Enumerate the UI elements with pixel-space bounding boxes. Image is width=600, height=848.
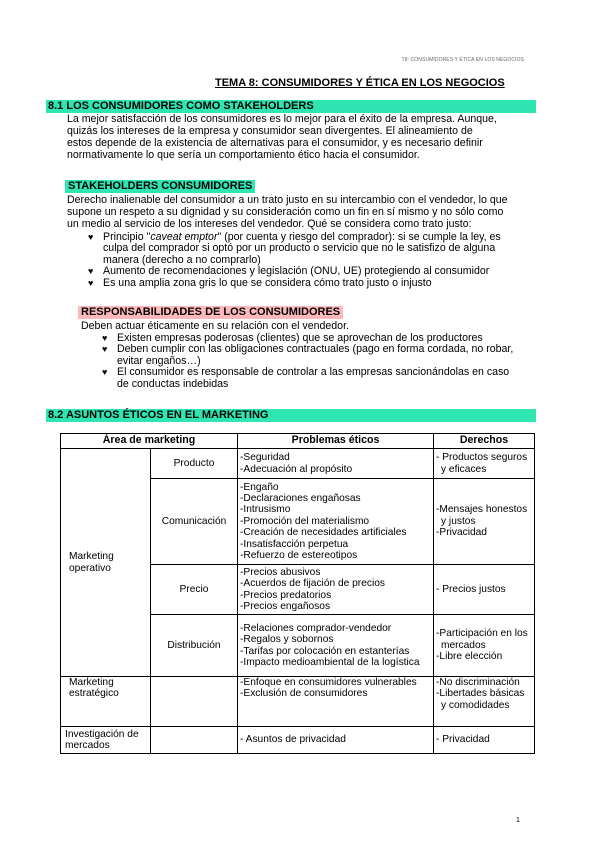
paragraph-line: normativamente lo que sería un comportamiento ético hacia el consumidor. <box>67 149 420 161</box>
column-header-area: Área de marketing <box>61 434 238 449</box>
table-row <box>61 449 535 479</box>
subarea-empty-cell <box>151 677 238 727</box>
heart-bullet-icon: ♥ <box>88 266 94 277</box>
list-item: -Declaraciones engañosas <box>240 492 361 504</box>
subarea-producto: Producto <box>151 449 238 479</box>
problems-cell <box>238 677 434 727</box>
list-item: -Libre elección <box>436 651 503 663</box>
area-marketing-operativo: Marketing operativo <box>61 449 151 677</box>
section-heading-8-2 <box>46 409 536 422</box>
rights-cell <box>434 479 535 565</box>
responsabilidades-intro: Deben actuar éticamente en su relación con el vendedor. <box>81 320 349 332</box>
list-item: -Regalos y sobornos <box>240 634 334 646</box>
stakeholders-paragraph <box>67 194 537 230</box>
section-8-1-paragraph <box>67 113 537 161</box>
list-item: -Impacto medioambiental de la logística <box>240 656 420 668</box>
list-item: - Precios justos <box>436 583 506 595</box>
rights-cell <box>434 677 535 727</box>
list-item: -Seguridad <box>240 452 290 464</box>
list-item: ♥ Existen empresas poderosas (clientes) que se aprovechan de los productores <box>102 332 483 344</box>
list-item: -Intrusismo <box>240 504 291 516</box>
problems-cell <box>238 479 434 565</box>
list-item: -Precios engañosos <box>240 600 331 612</box>
list-item: -Creación de necesidades artificiales <box>240 527 407 539</box>
responsabilidades-bullet-list <box>101 333 537 390</box>
table-header-row <box>61 434 535 449</box>
heart-bullet-icon: ♥ <box>102 344 108 355</box>
section-heading-8-1 <box>46 100 536 113</box>
caveat-emptor-term: caveat emptor <box>150 231 218 243</box>
section-heading-8-1-text: 8.1 LOS CONSUMIDORES COMO STAKEHOLDERS <box>48 100 314 112</box>
subheading-stakeholders: STAKEHOLDERS CONSUMIDORES <box>65 180 255 193</box>
list-item: ♥ Es una amplia zona gris lo que se considera cómo trato justo o injusto <box>88 276 432 289</box>
section-heading-8-2-text: 8.2 ASUNTOS ÉTICOS EN EL MARKETING <box>48 409 269 421</box>
rights-cell <box>434 449 535 479</box>
paragraph-line: supone un respeto a su dignidad y su consideración como un fin en sí mismo y no sólo como <box>67 206 504 218</box>
list-item: -Libertades básicas y comodidades <box>436 688 525 711</box>
list-item: -Insatisfacción perpetua <box>240 538 349 550</box>
paragraph-line: quizás los intereses de la empresa y consumidor sean divergentes. El alineamiento de <box>67 125 473 137</box>
area-investigacion-mercados: Investigación de mercados <box>61 727 151 754</box>
problems-cell <box>238 615 434 677</box>
list-item: ♥ Principio "caveat emptor" (por cuenta y riesgo del comprador): si se cumple la ley, es culpa del comprador si optó por un producto o servicio que no le satisfizo de alguna manera (derecho a no comprarlo) <box>88 231 501 266</box>
paragraph-line: estos depende de la existencia de alternativas para el consumidor, y es necesario definir <box>67 137 483 149</box>
list-item: -Precios predatorios <box>240 589 332 601</box>
list-item: -Mensajes honestos y justos <box>436 504 528 527</box>
list-item: -Engaño <box>240 481 279 493</box>
paragraph-line: La mejor satisfacción de los consumidores es lo mejor para el éxito de la empresa. Aunque, <box>67 113 497 125</box>
subarea-precio: Precio <box>151 565 238 615</box>
subarea-comunicacion: Comunicación <box>151 479 238 565</box>
list-item: - Asuntos de privacidad <box>240 734 346 746</box>
subarea-empty-cell <box>151 727 238 754</box>
rights-cell <box>434 727 535 754</box>
problems-cell <box>238 449 434 479</box>
list-item: ♥ Aumento de recomendaciones y legislación (ONU, UE) protegiendo al consumidor <box>88 265 490 278</box>
paragraph-line: un medio al servicio de los intereses del vendedor. Qué se considera como trato justo: <box>67 218 472 230</box>
table-row <box>61 727 535 754</box>
paragraph-line: Derecho inalienable del consumidor a un trato justo en su intercambio con el vendedor, lo que <box>67 194 508 206</box>
list-item: -Promoción del materialismo <box>240 515 370 527</box>
list-item: -Privacidad <box>436 527 487 539</box>
list-item: ♥ Deben cumplir con las obligaciones contractuales (pago en forma cordada, no robar, evitar engaños…) <box>102 343 514 367</box>
problems-cell <box>238 727 434 754</box>
problems-cell <box>238 565 434 615</box>
rights-cell <box>434 565 535 615</box>
heart-bullet-icon: ♥ <box>102 333 108 343</box>
list-item: -Refuerzo de estereotipos <box>240 550 358 562</box>
area-marketing-estrategico: Marketing estratégico <box>61 677 151 727</box>
table-row <box>61 677 535 727</box>
subarea-distribucion: Distribución <box>151 615 238 677</box>
list-item: -Participación en los mercados <box>436 628 528 651</box>
list-item: -Precios abusivos <box>240 566 321 578</box>
list-item: - Privacidad <box>436 734 490 746</box>
subheading-responsabilidades: RESPONSABILIDADES DE LOS CONSUMIDORES <box>78 306 343 319</box>
list-item: - Productos seguros y eficaces <box>436 452 528 475</box>
page-title: TEMA 8: CONSUMIDORES Y ÉTICA EN LOS NEGOCIOS <box>215 77 505 89</box>
stakeholders-bullet-list <box>87 232 537 289</box>
heart-bullet-icon: ♥ <box>102 367 108 378</box>
list-item: -No discriminación <box>436 677 520 688</box>
list-item: -Relaciones comprador-vendedor <box>240 622 392 634</box>
list-item: -Acuerdos de fijación de precios <box>240 578 385 590</box>
rights-cell <box>434 615 535 677</box>
list-item: ♥ El consumidor es responsable de controlar a las empresas sancionándolas en caso de conductas indebidas <box>102 366 510 390</box>
column-header-problems: Problemas éticos <box>238 434 434 449</box>
marketing-ethics-table <box>60 433 535 754</box>
heart-bullet-icon: ♥ <box>88 277 94 288</box>
list-item: -Enfoque en consumidores vulnerables <box>240 677 417 688</box>
page-number: 1 <box>516 817 520 824</box>
list-item: -Adecuación al propósito <box>240 463 353 475</box>
running-header: T8: CONSUMIDORES Y ÉTICA EN LOS NEGOCIOS <box>401 57 524 63</box>
list-item: -Exclusión de consumidores <box>240 688 368 700</box>
heart-bullet-icon: ♥ <box>88 232 94 242</box>
list-item: -Tarifas por colocación en estanterías <box>240 645 410 657</box>
column-header-rights: Derechos <box>434 434 535 449</box>
